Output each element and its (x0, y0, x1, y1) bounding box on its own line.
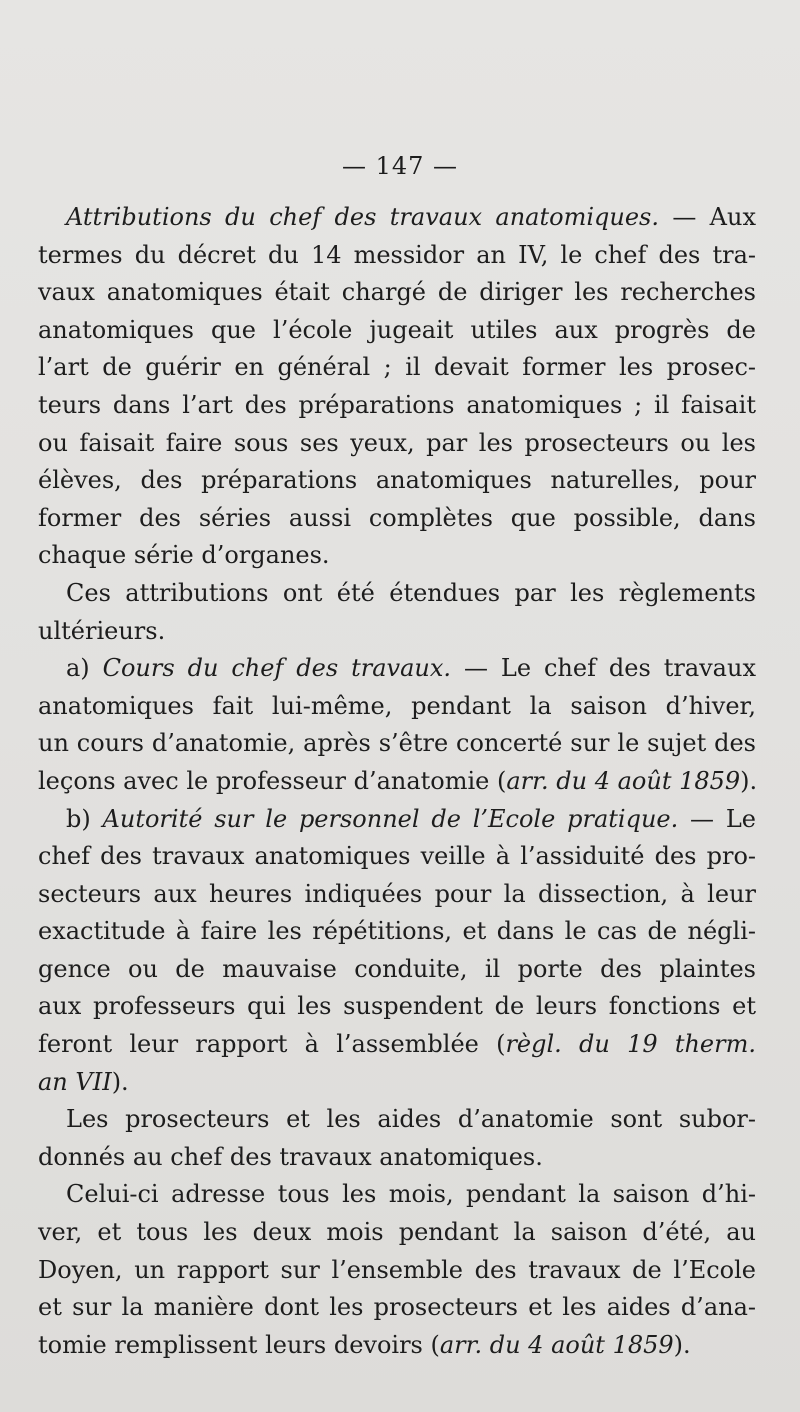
text-run: ver, et tous les deux mois pendant la saison d’été, au (38, 1218, 756, 1247)
text-run: Les prosecteurs et les aides d’anatomie sont subor- (66, 1105, 756, 1134)
text-run: secteurs aux heures indiquées pour la dissection, à leur (38, 879, 756, 908)
text-run: l’art de guérir en général ; il devait former les prosec- (38, 353, 756, 382)
text-line (38, 876, 756, 914)
text-line (38, 838, 756, 876)
text-line (38, 1289, 756, 1327)
italic-text: Attributions du chef des travaux anatomiques. (66, 203, 659, 231)
text-run: a) (66, 654, 103, 683)
text-run: ). (111, 1067, 129, 1096)
text-line (38, 462, 756, 500)
text-run: Ces attributions ont été étendues par les règlements (66, 578, 756, 607)
text-run: tomie remplissent leurs devoirs ( (38, 1330, 440, 1359)
text-run: un cours d’anatomie, après s’être concerté sur le sujet des (38, 729, 756, 758)
text-line (38, 1139, 756, 1177)
text-run: ou faisait faire sous ses yeux, par les prosecteurs ou les (38, 428, 756, 457)
text-line (38, 237, 756, 275)
paragraph (38, 575, 756, 650)
text-line (38, 1214, 756, 1252)
paragraph (38, 1176, 756, 1364)
paragraph (38, 199, 756, 575)
text-run: exactitude à faire les répétitions, et dans le cas de négli- (38, 917, 756, 946)
text-run: aux professeurs qui les suspendent de leurs fonctions et (38, 992, 756, 1021)
text-line (38, 1064, 756, 1102)
text-run: Doyen, un rapport sur l’ensemble des travaux de l’Ecole (38, 1255, 756, 1284)
italic-text: règl. du 19 therm. (505, 1030, 756, 1059)
italic-text: arr. du 4 août 1859 (506, 766, 741, 795)
text-run: — Le chef des travaux (451, 654, 756, 683)
text-line (38, 763, 756, 801)
text-line (38, 199, 756, 237)
italic-text: Cours du chef des travaux. (102, 654, 452, 683)
text-run: anatomiques que l’école jugeait utiles aux progrès de (38, 315, 756, 344)
text-line (38, 725, 756, 763)
italic-text: an VII (38, 1067, 112, 1096)
text-line (38, 500, 756, 538)
text-line (38, 537, 756, 575)
text-line (38, 1101, 756, 1139)
text-line (38, 1026, 756, 1064)
text-run: et sur la manière dont les prosecteurs et les aides d’ana- (38, 1293, 756, 1322)
text-line (38, 688, 756, 726)
text-run: gence ou de mauvaise conduite, il porte des plaintes (38, 954, 756, 983)
paragraph (38, 650, 756, 800)
text-line (38, 613, 756, 651)
text-line (38, 387, 756, 425)
text-run: — Aux (658, 203, 756, 231)
text-line (38, 425, 756, 463)
paragraph (38, 1101, 756, 1176)
text-line (38, 988, 756, 1026)
text-run: ultérieurs. (38, 616, 166, 645)
text-line (38, 349, 756, 387)
text-run: leçons avec le professeur d’anatomie ( (38, 766, 507, 795)
text-run: chef des travaux anatomiques veille à l’assiduité des pro- (38, 842, 756, 871)
text-line (38, 312, 756, 350)
italic-text: Autorité sur le personnel de l’Ecole pratique. (102, 804, 679, 833)
text-run: termes du décret du 14 messidor an IV, le chef des tra- (38, 240, 756, 269)
text-line (38, 575, 756, 613)
text-run: ). (740, 766, 758, 795)
text-run: vaux anatomiques était chargé de diriger les recherches (38, 278, 756, 307)
text-run: élèves, des préparations anatomiques naturelles, pour (38, 466, 756, 495)
text-line (38, 274, 756, 312)
body-text (38, 199, 756, 1364)
text-run: anatomiques fait lui-même, pendant la saison d’hiver, (38, 691, 756, 720)
text-run: teurs dans l’art des préparations anatomiques ; il faisait (38, 390, 756, 419)
text-run: feront leur rapport à l’assemblée ( (38, 1030, 506, 1059)
text-line (38, 951, 756, 989)
italic-text: arr. du 4 août 1859 (439, 1330, 674, 1359)
paragraph (38, 801, 756, 1102)
text-run: former des séries aussi complètes que possible, dans (38, 503, 756, 532)
text-line (38, 1252, 756, 1290)
text-line (38, 650, 756, 688)
text-run: — Le (678, 804, 756, 833)
text-run: donnés au chef des travaux anatomiques. (38, 1142, 543, 1171)
text-run: b) (66, 804, 103, 833)
text-run: chaque série d’organes. (38, 541, 330, 570)
text-run: Celui-ci adresse tous les mois, pendant la saison d’hi- (66, 1180, 756, 1209)
text-line (38, 801, 756, 839)
text-line (38, 913, 756, 951)
text-line (38, 1176, 756, 1214)
page-number: — 147 — (341, 152, 459, 180)
text-run: ). (673, 1330, 691, 1359)
text-line (38, 1327, 756, 1365)
